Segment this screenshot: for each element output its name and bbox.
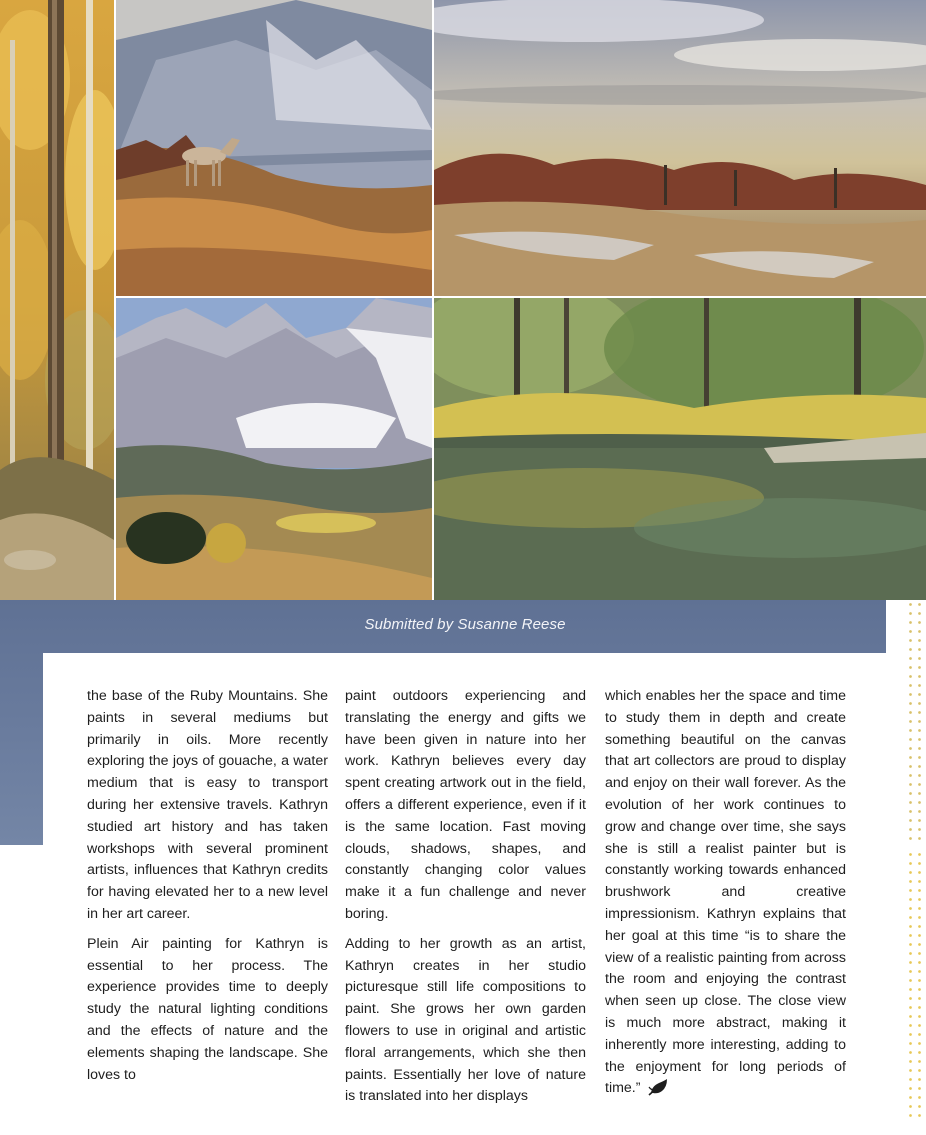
photo-caption: Submitted by Susanne Reese	[364, 616, 566, 633]
paragraph-last	[605, 686, 846, 1100]
paragraph-text: which enables her the space and time to study them in depth and create something beautiful on the canvas that art collectors are proud to display and enjoy on their wall forever. As the evolution of her work continues to grow and change over time, she says she is still a realist painter but is constantly working towards enhanced brushwork and creative impressionism. Kathryn explains that her goal at this time “is to share the view of a realistic painting from across the room and enjoying the contrast when seen up close. The close view is much more abstract, making it inherently more interesting, adding to the enjoyment for long periods of time.”	[605, 688, 846, 1097]
paragraph: paint outdoors experiencing and translating the energy and gifts we have been given in nature into her work. Kathryn believes every day spent creating artwork out in the field, offers a different experience, even if it is the same location. Fast moving clouds, shadows, shapes, and constantly changing color values make it a fun challenge and never boring.	[345, 688, 586, 922]
decorative-dots-band	[906, 600, 924, 845]
article-column-2	[345, 686, 586, 1116]
painting-peaks	[116, 298, 432, 600]
paragraph: Plein Air painting for Kathryn is essential to her process. The experience provides time to deeply study the natural lighting conditions and the effects of nature and the elements shaping the landscape. She loves to	[87, 935, 328, 1083]
pond-art	[434, 298, 926, 600]
painting-plain	[434, 0, 926, 296]
peaks-art	[116, 298, 432, 600]
article-column-3	[605, 686, 846, 1108]
article-column-1	[87, 686, 328, 1094]
painting-pond	[434, 298, 926, 600]
article-body	[43, 653, 886, 1135]
paragraph: the base of the Ruby Mountains. She paints in several mediums but primarily in oils. More recently exploring the joys of gouache, a water medium that is easy to transport during her extensive travels. Kathryn studied art history and has taken workshops with several prominent artists, influences that Kathryn credits for having elevated her to a new level in her art career.	[87, 688, 328, 922]
aspen-art	[0, 0, 114, 600]
decorative-dots-page	[906, 850, 924, 1118]
plain-art	[434, 0, 926, 296]
painting-aspen	[0, 0, 114, 600]
painting-horse	[116, 0, 432, 296]
horse-art	[116, 0, 432, 296]
leaf-end-mark-icon	[648, 1078, 670, 1096]
paragraph: Adding to her growth as an artist, Kathryn creates in her studio picturesque still life compositions to paint. She grows her own garden flowers to use in original and artistic floral arrangements, which she then paints. Essentially her love of nature is translated into her displays	[345, 935, 586, 1105]
